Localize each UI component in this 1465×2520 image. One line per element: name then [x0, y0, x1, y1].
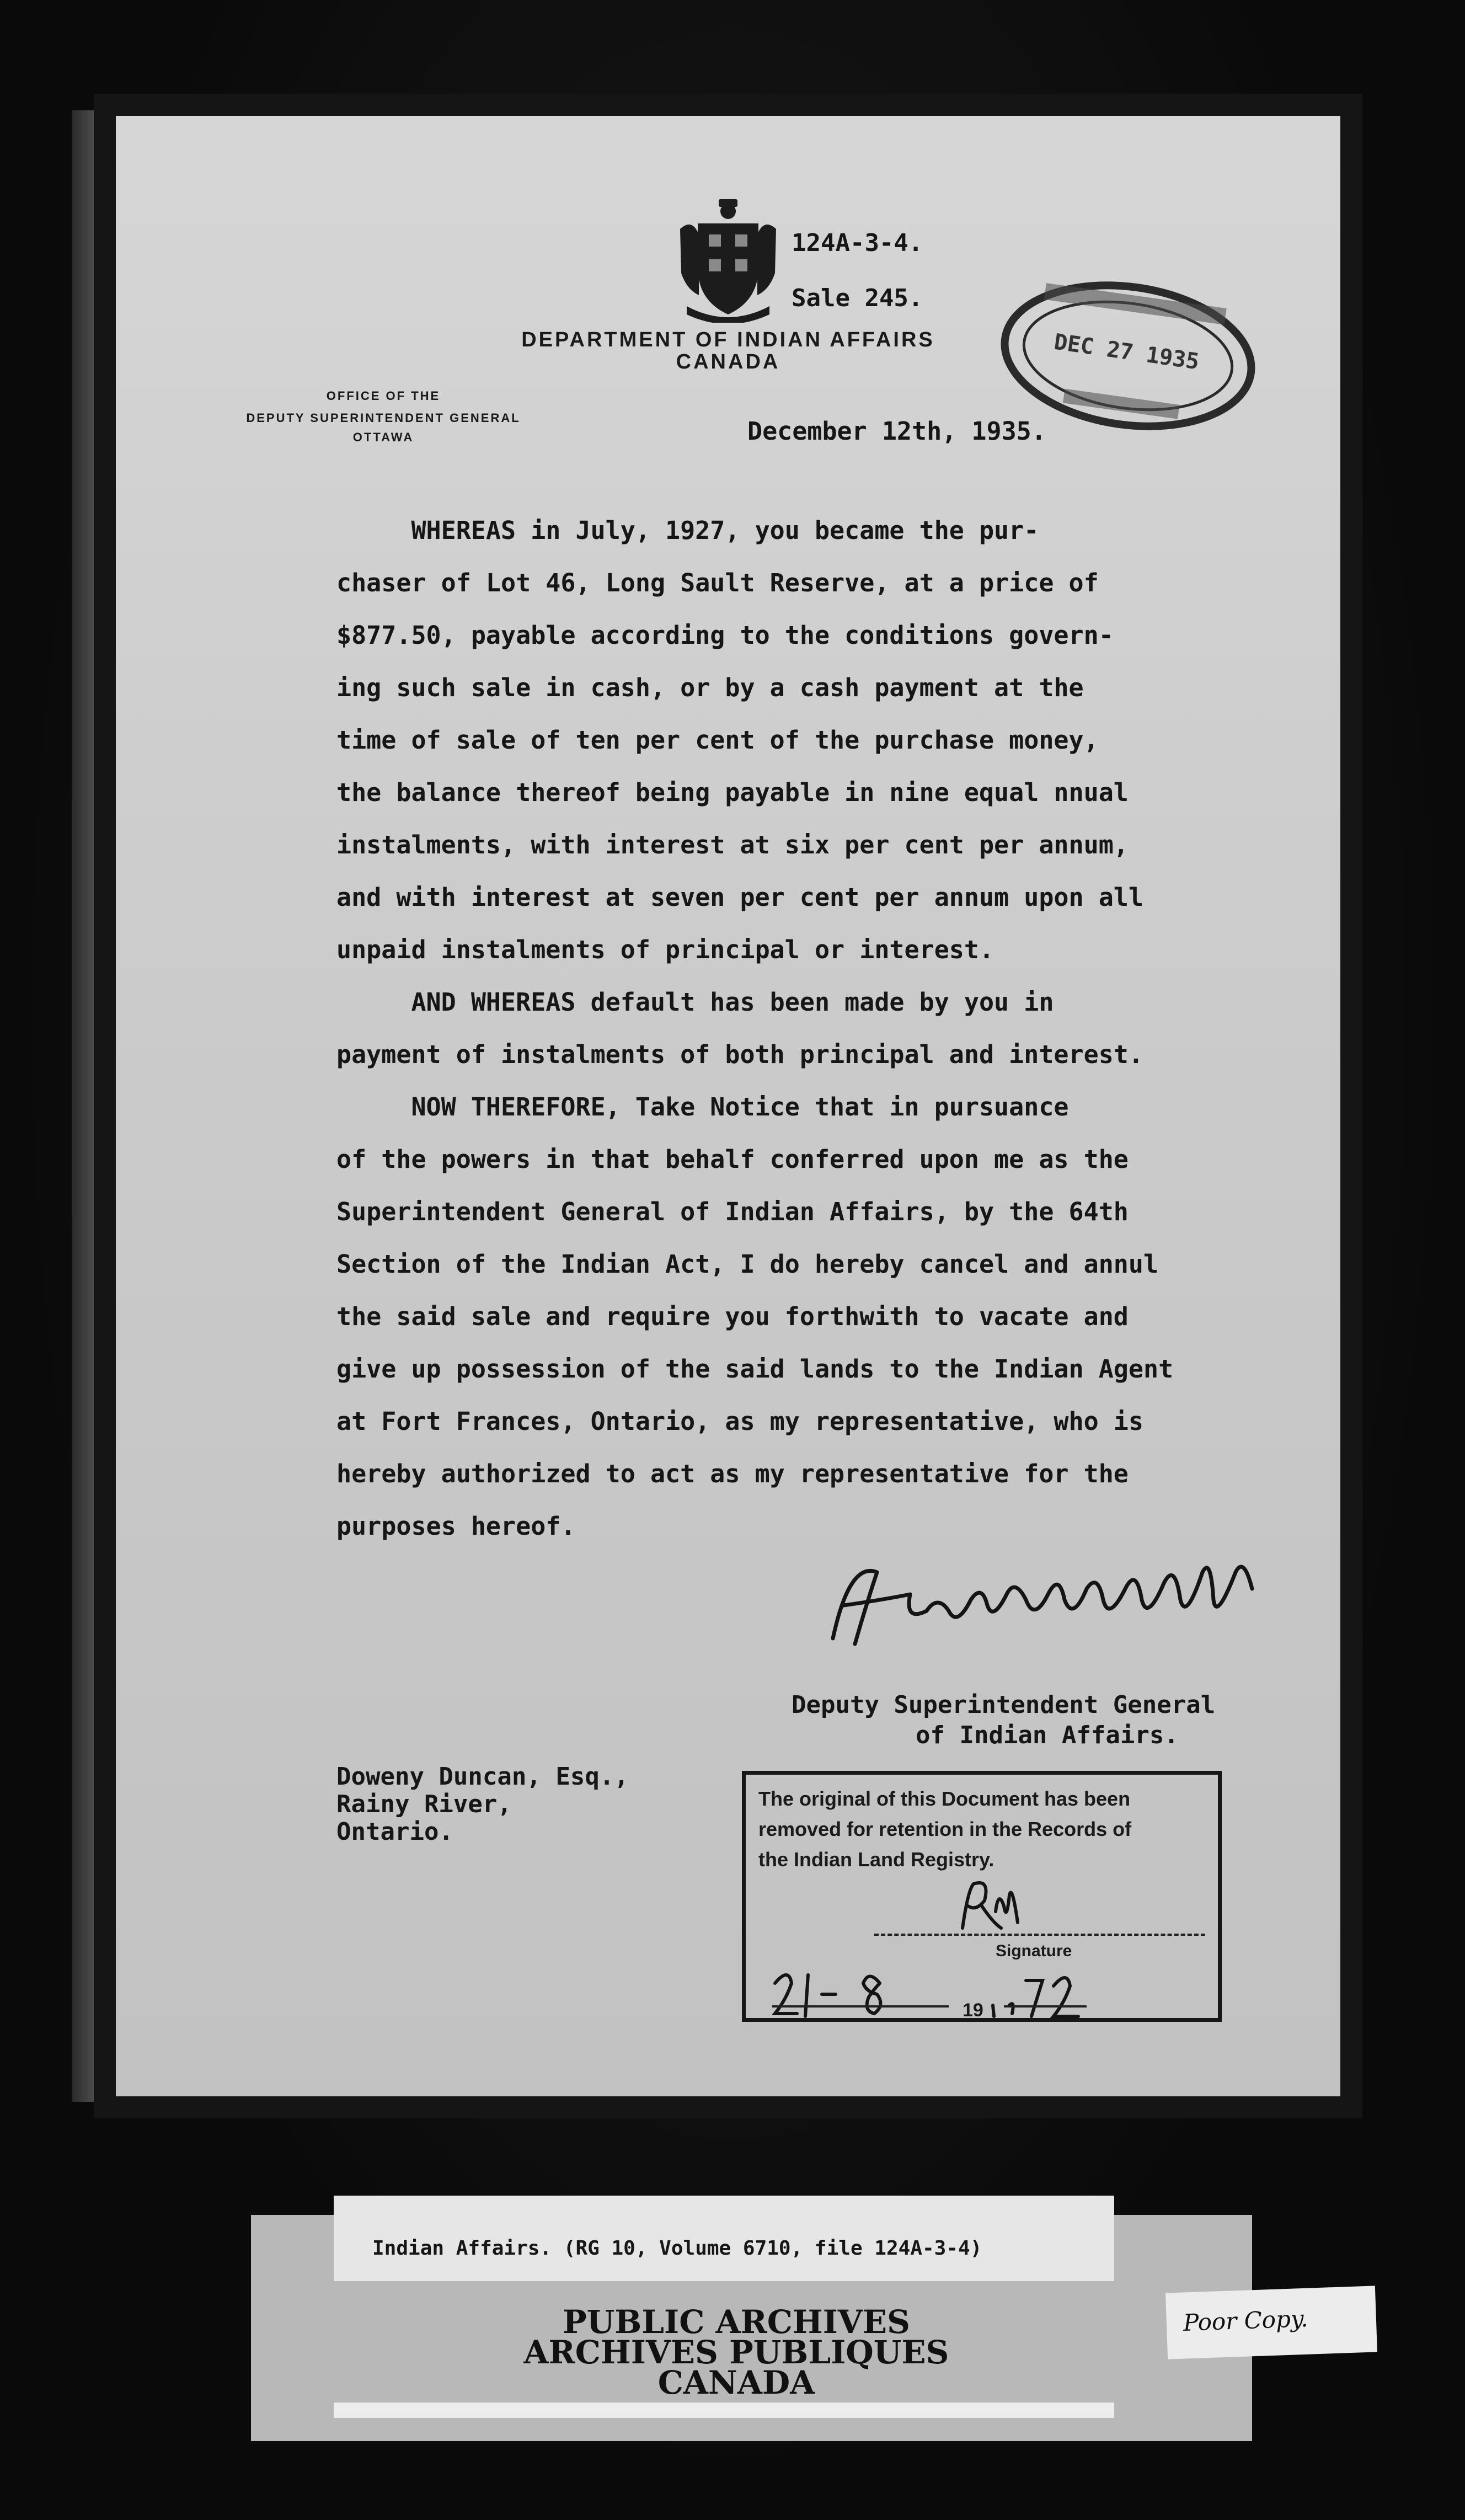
body-line: chaser of Lot 46, Long Sault Reserve, at a price of	[336, 568, 1099, 597]
addressee-name: Doweny Duncan, Esq.,	[336, 1763, 629, 1791]
department-name: DEPARTMENT OF INDIAN AFFAIRS	[521, 328, 935, 351]
body-line: hereby authorized to act as my representative for the	[336, 1459, 1129, 1488]
body-line: purposes hereof.	[336, 1512, 576, 1541]
century-prefix: 19	[963, 2000, 983, 2021]
archive-citation: Indian Affairs. (RG 10, Volume 6710, file 124A-3-4)	[372, 2237, 982, 2260]
archive-title-fr: ARCHIVES PUBLIQUES	[523, 2334, 949, 2371]
body-line: of the powers in that behalf conferred upon me as the	[336, 1145, 1129, 1174]
letter-date: December 12th, 1935.	[747, 417, 1046, 446]
body-line: ing such sale in cash, or by a cash payment at the	[336, 673, 1084, 702]
signature-line	[874, 1934, 1205, 1936]
handwritten-date	[767, 1961, 1098, 2022]
removal-notice-line-1: The original of this Document has been	[758, 1787, 1131, 1810]
body-line: Section of the Indian Act, I do hereby cancel and annul	[336, 1250, 1159, 1279]
office-line-3: OTTAWA	[352, 430, 414, 444]
archive-title-country: CANADA	[657, 2364, 815, 2401]
body-line: time of sale of ten per cent of the purchase money,	[336, 725, 1099, 755]
sale-number: Sale 245.	[792, 284, 923, 312]
date-line	[772, 2005, 949, 2008]
addressee-town: Rainy River,	[336, 1790, 512, 1818]
signature-label: Signature	[996, 1942, 1072, 1960]
body-line: AND WHEREAS default has been made by you in	[336, 987, 1054, 1017]
archive-title-en: PUBLIC ARCHIVES	[563, 2303, 910, 2341]
office-line-1: OFFICE OF THE	[326, 389, 441, 403]
year-line	[1004, 2005, 1087, 2008]
body-line: unpaid instalments of principal or interest.	[336, 935, 995, 964]
stamp-date: DEC 27 1935	[1052, 329, 1201, 375]
body-line: at Fort Frances, Ontario, as my representative, who is	[336, 1407, 1143, 1436]
removal-notice-line-3: the Indian Land Registry.	[758, 1848, 995, 1871]
removal-notice-line-2: removed for retention in the Records of	[758, 1818, 1132, 1840]
handwritten-signature	[816, 1539, 1280, 1661]
signatory-title-2: of Indian Affairs.	[916, 1721, 1179, 1749]
body-line: instalments, with interest at six per cent per annum,	[336, 830, 1129, 859]
coat-of-arms-icon	[676, 196, 780, 323]
body-line: payment of instalments of both principal and interest.	[336, 1040, 1143, 1069]
poor-copy-label: Poor Copy.	[1183, 2305, 1309, 2336]
signatory-title-1: Deputy Superintendent General	[792, 1691, 1216, 1719]
addressee-province: Ontario.	[336, 1818, 453, 1846]
archive-label-bottom-strip	[334, 2402, 1114, 2418]
body-line: Superintendent General of Indian Affairs, by the 64th	[336, 1197, 1129, 1226]
office-line-2: DEPUTY SUPERINTENDENT GENERAL	[246, 411, 521, 425]
department-country: CANADA	[676, 350, 780, 373]
body-line: WHEREAS in July, 1927, you became the pur-	[336, 516, 1039, 545]
body-line: the balance thereof being payable in nine equal nnual	[336, 778, 1129, 807]
sheet-edge-shadow	[72, 110, 116, 2102]
file-number: 124A-3-4.	[792, 229, 923, 257]
body-line: $877.50, payable according to the conditions govern-	[336, 621, 1114, 650]
body-line: the said sale and require you forthwith to vacate and	[336, 1302, 1129, 1331]
body-line: and with interest at seven per cent per annum upon all	[336, 883, 1143, 912]
body-line: NOW THEREFORE, Take Notice that in pursuance	[336, 1092, 1069, 1122]
body-line: give up possession of the said lands to the Indian Agent	[336, 1354, 1174, 1384]
handwritten-initials	[951, 1873, 1029, 1934]
